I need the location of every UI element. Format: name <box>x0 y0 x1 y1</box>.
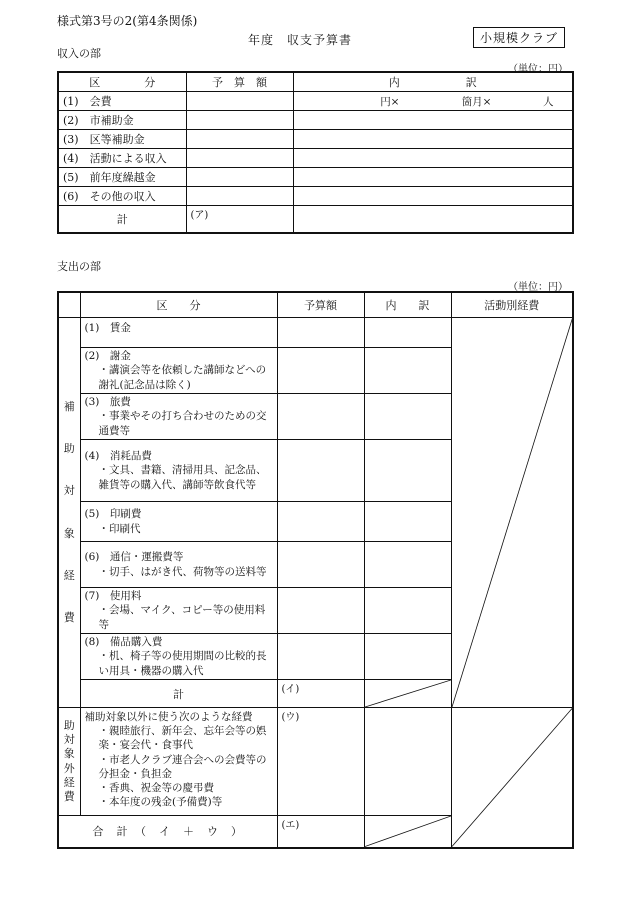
income-budget-cell[interactable] <box>186 130 293 149</box>
income-unit: （単位：円） <box>508 64 568 75</box>
grand-total-breakdown <box>364 816 451 848</box>
expense-item-title: (3) 旅費 <box>84 396 131 409</box>
expense-breakdown-cell[interactable] <box>364 588 451 634</box>
income-budget-cell[interactable] <box>186 187 293 206</box>
expense-header-category: 区 分 <box>80 292 277 318</box>
diagonal-line <box>365 816 451 847</box>
expense-unit: （単位：円） <box>508 282 568 293</box>
expense-budget-cell[interactable] <box>277 394 364 440</box>
vertical-char: 対 <box>63 484 75 498</box>
expense-breakdown-cell[interactable] <box>364 318 451 348</box>
expense-subtotal-label: 計 <box>80 680 277 708</box>
non-subsidy-item: ・本年度の残金(予備費)等 <box>98 796 223 809</box>
income-breakdown-cell[interactable] <box>293 149 573 168</box>
vertical-char: 象 <box>63 747 75 761</box>
expense-item <box>80 634 277 680</box>
expense-item-detail: ・事業やその打ち合わせのための交通費等 <box>98 410 267 437</box>
income-row-label: (2) 市補助金 <box>58 111 186 130</box>
document-title: 年度 収支予算書 <box>248 33 353 47</box>
expense-header-activity: 活動別経費 <box>451 292 573 318</box>
dues-yen-label: 円× <box>380 95 400 108</box>
non-subsidy-row <box>58 708 573 816</box>
income-breakdown-cell[interactable] <box>293 187 573 206</box>
expense-item-title: (8) 備品購入費 <box>84 636 163 649</box>
non-subsidy-budget-cell[interactable] <box>277 708 364 816</box>
vertical-char: 象 <box>63 526 75 540</box>
expense-item <box>80 588 277 634</box>
vertical-char: 経 <box>63 568 75 582</box>
dues-months-label: 箇月× <box>461 95 492 108</box>
expense-breakdown-cell[interactable] <box>364 394 451 440</box>
expense-item <box>80 348 277 394</box>
income-breakdown-cell[interactable] <box>293 168 573 187</box>
non-subsidy-description <box>80 708 277 816</box>
expense-item-detail: ・印刷代 <box>98 522 141 535</box>
expense-budget-cell[interactable] <box>277 542 364 588</box>
expense-header-breakdown: 内 訳 <box>364 292 451 318</box>
diagonal-line <box>452 318 573 707</box>
diagonal-line <box>365 680 451 707</box>
income-header-category: 区 分 <box>58 72 186 92</box>
expense-breakdown-cell[interactable] <box>364 542 451 588</box>
income-total-row <box>58 206 573 234</box>
income-breakdown-cell[interactable] <box>293 92 573 111</box>
income-row-label: (4) 活動による収入 <box>58 149 186 168</box>
income-row-label: (3) 区等補助金 <box>58 130 186 149</box>
expense-subtotal-breakdown <box>364 680 451 708</box>
income-row-label: (1) 会費 <box>58 92 186 111</box>
non-subsidy-item: ・親睦旅行、新年会、忘年会等の娯楽・宴会代・食事代 <box>98 725 267 752</box>
expense-budget-cell[interactable] <box>277 440 364 502</box>
expense-item <box>80 440 277 502</box>
expense-item-detail: ・文具、書籍、清掃用具、記念品、雑貨等の購入代、講師等飲食代等 <box>98 464 267 491</box>
expense-breakdown-cell[interactable] <box>364 440 451 502</box>
expense-table <box>57 291 574 849</box>
expense-budget-cell[interactable] <box>277 588 364 634</box>
expense-item-title: (4) 消耗品費 <box>84 450 152 463</box>
expense-header-blank <box>58 292 80 318</box>
expense-item-detail: ・会場、マイク、コピー等の使用料等 <box>98 604 266 631</box>
expense-item-title: (7) 使用料 <box>84 590 142 603</box>
non-subsidy-intro: 補助対象以外に使う次のような経費 <box>84 711 253 723</box>
expense-item-title: (2) 謝金 <box>84 350 131 363</box>
income-header-breakdown: 内 訳 <box>293 72 573 92</box>
vertical-char: 助 <box>63 441 75 455</box>
expense-breakdown-cell[interactable] <box>364 502 451 542</box>
vertical-char: 費 <box>63 790 75 804</box>
income-breakdown-cell[interactable] <box>293 130 573 149</box>
vertical-char: 外 <box>63 761 75 775</box>
income-total-label: 計 <box>58 206 186 234</box>
dues-people-label: 人 <box>543 95 554 108</box>
expense-item-title: (5) 印刷費 <box>84 508 142 521</box>
income-section-label: 収入の部 <box>57 47 101 60</box>
income-total-breakdown <box>293 206 573 234</box>
income-row <box>58 92 573 111</box>
activity-cost-group1[interactable] <box>451 318 573 708</box>
income-table <box>57 71 574 234</box>
non-subsidy-mark: (ウ) <box>281 712 300 723</box>
expense-header-budget: 予算額 <box>277 292 364 318</box>
vertical-char: 経 <box>63 775 75 789</box>
expense-section-label: 支出の部 <box>57 260 101 273</box>
income-breakdown-cell[interactable] <box>293 111 573 130</box>
club-type-box: 小規模クラブ <box>473 27 565 48</box>
grand-total-cell[interactable] <box>277 816 364 848</box>
income-row <box>58 149 573 168</box>
grand-total-mark: (エ) <box>281 820 300 831</box>
diagonal-line <box>452 708 573 847</box>
grand-total-label: 合 計 （ イ ＋ ウ ） <box>58 816 277 848</box>
expense-item <box>80 542 277 588</box>
vertical-char: 補 <box>63 399 75 413</box>
expense-breakdown-cell[interactable] <box>364 348 451 394</box>
vertical-char: 費 <box>63 611 75 625</box>
expense-item-detail: ・机、椅子等の使用期間の比較的長い用具・機器の購入代 <box>98 650 267 677</box>
expense-item-row <box>58 318 573 348</box>
income-row <box>58 111 573 130</box>
expense-budget-cell[interactable] <box>277 348 364 394</box>
vertical-char: 対 <box>63 732 75 746</box>
activity-cost-group2[interactable] <box>451 708 573 848</box>
vertical-char: 助 <box>63 718 75 732</box>
expense-item <box>80 318 277 348</box>
income-budget-cell[interactable] <box>186 111 293 130</box>
income-total-mark: (ア) <box>190 210 209 221</box>
income-row <box>58 130 573 149</box>
expense-breakdown-cell[interactable] <box>364 634 451 680</box>
non-subsidy-breakdown-cell[interactable] <box>364 708 451 816</box>
income-budget-cell[interactable] <box>186 168 293 187</box>
form-number: 様式第3号の2(第4条関係) <box>57 14 198 28</box>
non-subsidy-item: ・香典、祝金等の慶弔費 <box>98 781 214 794</box>
expense-item-title: (6) 通信・運搬費等 <box>84 551 184 564</box>
expense-item <box>80 502 277 542</box>
expense-subtotal-cell[interactable] <box>277 680 364 708</box>
non-subsidy-label <box>58 708 80 816</box>
expense-budget-cell[interactable] <box>277 502 364 542</box>
income-row <box>58 187 573 206</box>
income-row-label: (6) その他の収入 <box>58 187 186 206</box>
expense-budget-cell[interactable] <box>277 634 364 680</box>
expense-subtotal-mark: (イ) <box>281 684 300 695</box>
income-row <box>58 168 573 187</box>
income-total-cell[interactable] <box>186 206 293 234</box>
subsidy-target-label <box>58 318 80 708</box>
income-header-budget: 予 算 額 <box>186 72 293 92</box>
income-budget-cell[interactable] <box>186 149 293 168</box>
income-budget-cell[interactable] <box>186 92 293 111</box>
expense-item-detail: ・切手、はがき代、荷物等の送料等 <box>98 565 267 578</box>
expense-item <box>80 394 277 440</box>
expense-budget-cell[interactable] <box>277 318 364 348</box>
expense-item-detail: ・講演会等を依頼した講師などへの謝礼(記念品は除く) <box>98 364 267 391</box>
expense-item-title: (1) 賃金 <box>84 322 131 334</box>
non-subsidy-item: ・市老人クラブ連合会への会費等の分担金・負担金 <box>98 753 267 780</box>
income-row-label: (5) 前年度繰越金 <box>58 168 186 187</box>
